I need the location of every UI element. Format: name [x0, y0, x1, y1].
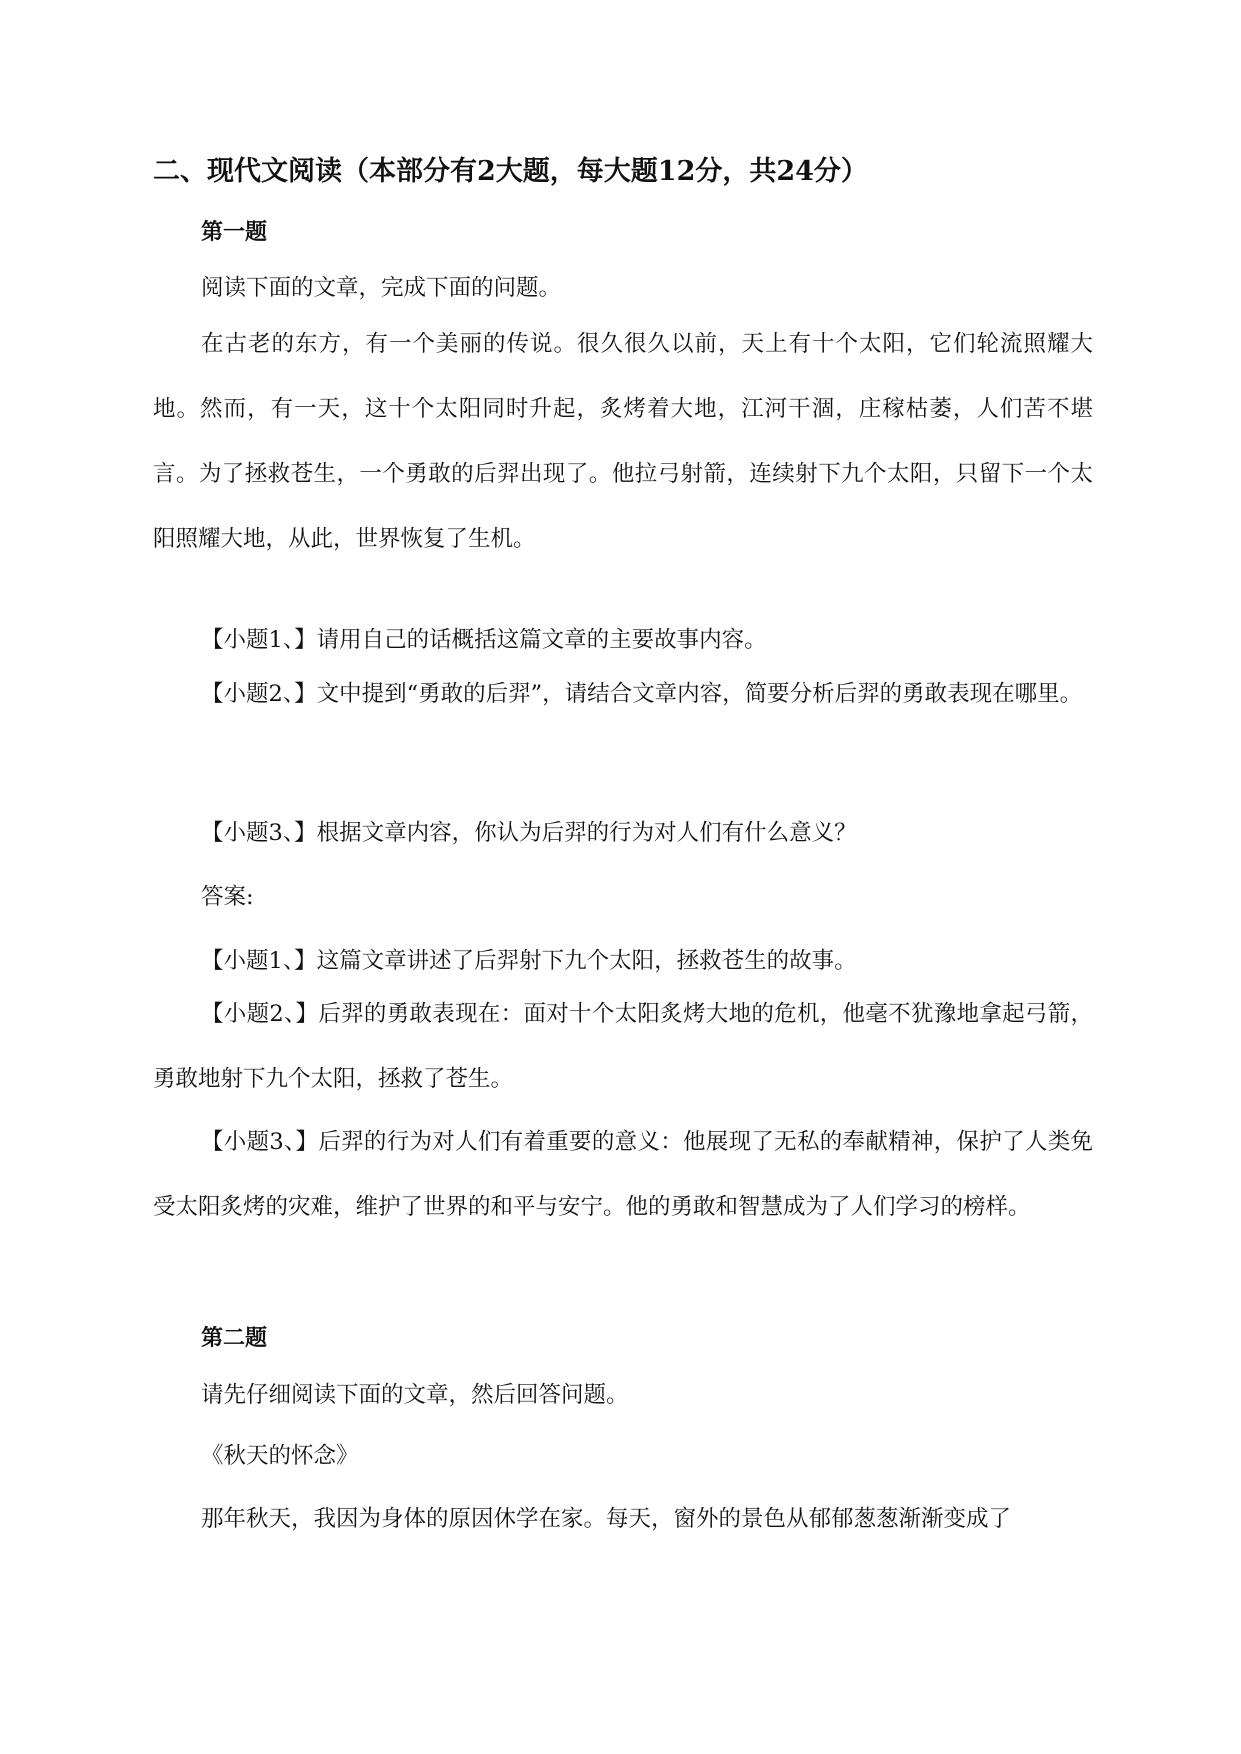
- section-title: 二、现代文阅读（本部分有2大题，每大题12分，共24分）: [153, 156, 868, 187]
- question-1-heading: 第一题: [201, 219, 268, 245]
- question-1-subquestion-2: 【小题2、】文中提到“勇敢的后羿”，请结合文章内容，简要分析后羿的勇敢表现在哪里。: [201, 681, 1083, 707]
- answer-3: 【小题3、】后羿的行为对人们有着重要的意义：他展现了无私的奉献精神，保护了人类免受太阳炙烤的灾难，维护了世界的和平与安宁。他的勇敢和智慧成为了人们学习的榜样。: [153, 1129, 1093, 1220]
- answer-label: 答案:: [201, 884, 254, 910]
- question-1-passage: 在古老的东方，有一个美丽的传说。很久很久以前，天上有十个太阳，它们轮流照耀大地。然而，有一天，这十个太阳同时升起，炙烤着大地，江河干涸，庄稼枯萎，人们苦不堪言。为了拯救苍生，一个勇敢的后羿出现了。他拉弓射箭，连续射下九个太阳，只留下一个太阳照耀大地，从此，世界恢复了生机。: [153, 331, 1093, 552]
- question-1-instruction: 阅读下面的文章，完成下面的问题。: [201, 275, 562, 301]
- question-2-passage-start: 那年秋天，我因为身体的原因休学在家。每天，窗外的景色从郁郁葱葱渐渐变成了: [201, 1506, 1012, 1532]
- question-2-heading: 第二题: [201, 1325, 268, 1351]
- question-2-article-title: 《秋天的怀念》: [201, 1443, 359, 1469]
- answer-1: 【小题1、】这篇文章讲述了后羿射下九个太阳，拯救苍生的故事。: [201, 948, 857, 974]
- question-2-instruction: 请先仔细阅读下面的文章，然后回答问题。: [201, 1382, 629, 1408]
- question-1-subquestion-3: 【小题3、】根据文章内容，你认为后羿的行为对人们有什么意义？: [201, 820, 857, 846]
- answer-2: 【小题2、】后羿的勇敢表现在：面对十个太阳炙烤大地的危机，他毫不犹豫地拿起弓箭，勇敢地射下九个太阳，拯救了苍生。: [153, 1001, 1093, 1092]
- question-1-subquestion-1: 【小题1、】请用自己的话概括这篇文章的主要故事内容。: [201, 627, 767, 653]
